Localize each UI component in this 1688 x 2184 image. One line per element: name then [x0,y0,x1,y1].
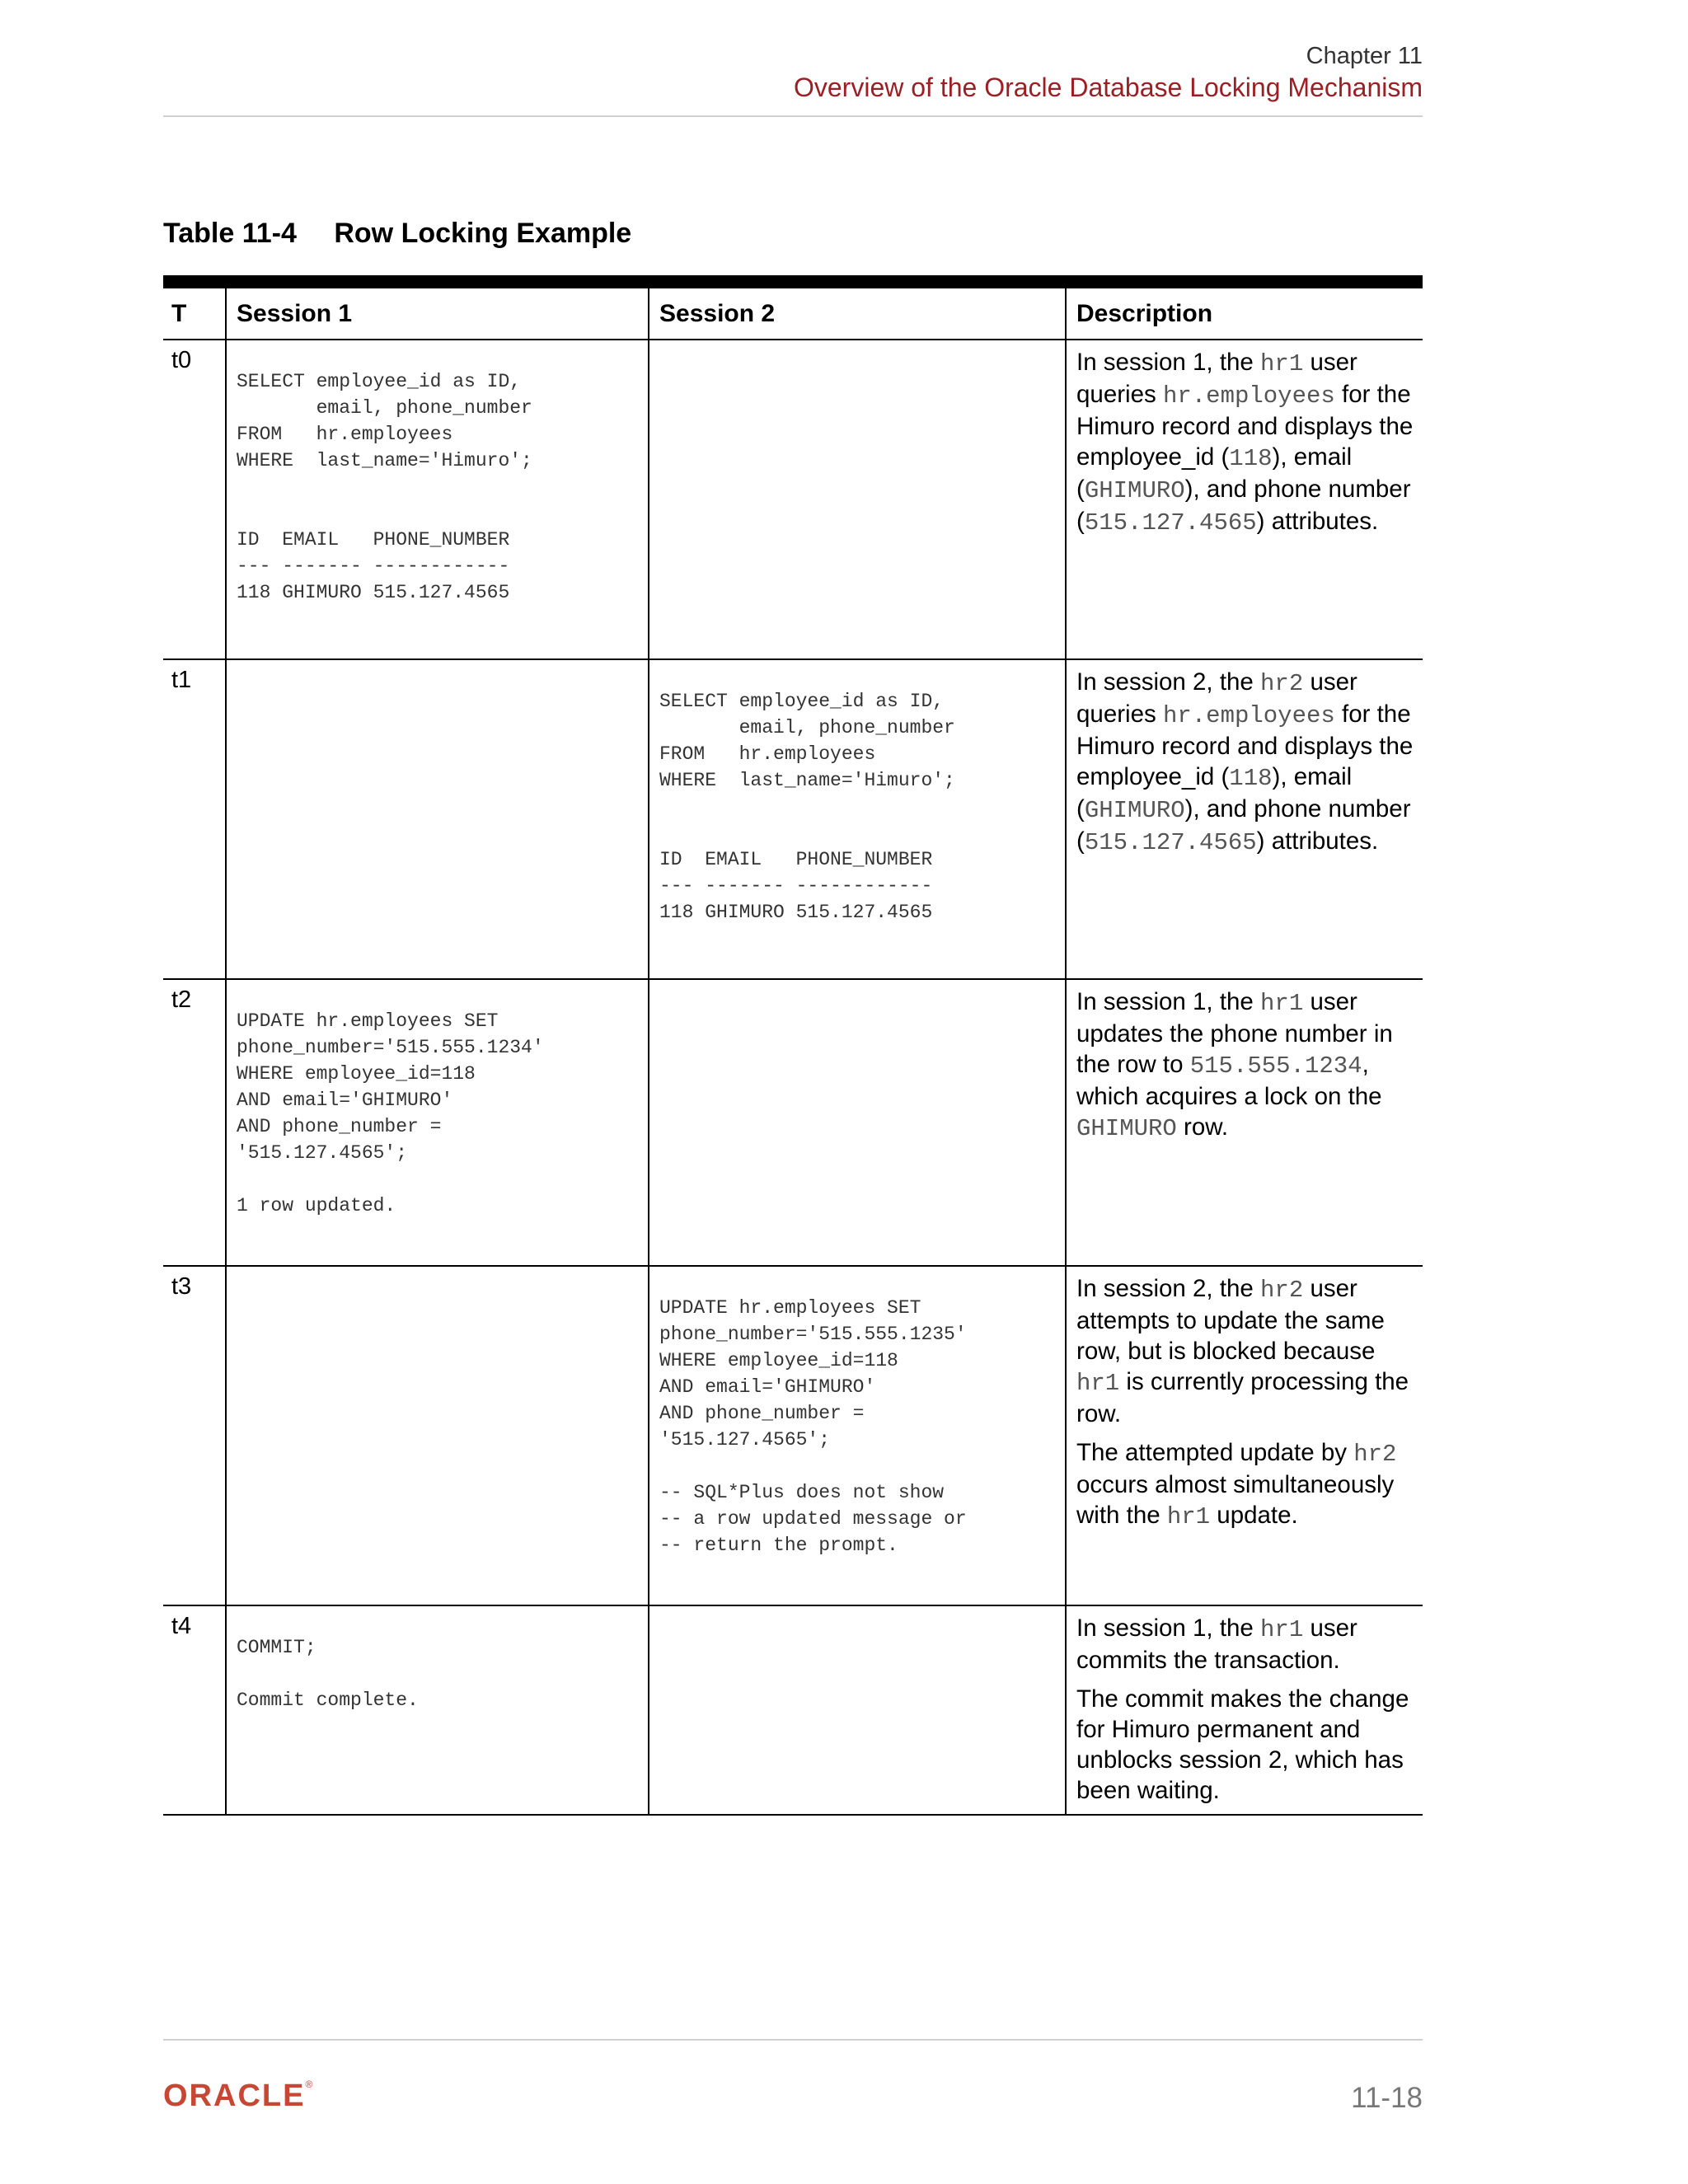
time-cell: t1 [163,659,226,979]
description-text: The commit makes the change for Himuro permanent and unblocks session 2, which has been waiting. [1076,1685,1409,1804]
description-paragraph [1076,347,1414,538]
code-term: hr.employees [1162,702,1335,729]
code-term: hr1 [1166,1503,1211,1530]
description-text: ), email ( [1076,443,1353,503]
session2-cell [649,1605,1066,1815]
code-term: 515.555.1234 [1189,1052,1362,1080]
description-paragraph [1076,1684,1414,1806]
description-paragraph [1076,987,1414,1144]
description-text: ), and phone number ( [1076,476,1411,535]
time-cell: t3 [163,1266,226,1605]
column-header-session1: Session 1 [226,288,649,340]
code-term: hr2 [1353,1441,1397,1468]
description-text: user queries [1076,349,1357,408]
description-text: In session 1, the [1076,988,1261,1015]
code-term: GHIMURO [1084,477,1185,504]
description-text: In session 2, the [1076,1275,1261,1302]
registered-mark: ® [305,2079,315,2090]
session1-cell [226,1266,649,1605]
description-paragraph [1076,667,1414,858]
session1-cell [226,340,649,659]
code-term: 515.127.4565 [1084,509,1257,537]
table-row [163,1605,1423,1815]
description-text: , which acquires a lock on the [1076,1051,1382,1110]
description-text: is currently processing the row. [1076,1368,1409,1427]
code-term: hr2 [1260,670,1304,697]
session2-cell [649,1266,1066,1605]
code-term: 118 [1229,445,1273,472]
code-term: GHIMURO [1084,797,1185,824]
description-text: In session 1, the [1076,349,1261,376]
description-text: update. [1210,1502,1298,1529]
session1-code: UPDATE hr.employees SET phone_number='515.555.1234' WHERE employee_id=118 AND email='GHIMURO' AND phone_number = '515.127.4565'; 1 row updated. [237,1010,544,1216]
oracle-logo [163,2079,314,2114]
description-text: user attempts to update the same row, but is blocked because [1076,1275,1385,1365]
session2-code: UPDATE hr.employees SET phone_number='515.555.1235' WHERE employee_id=118 AND email='GHIMURO' AND phone_number = '515.127.4565'; -- SQL*Plus does not show -- a row updated message or -- return the prompt. [659,1297,967,1556]
footer-divider [163,2039,1423,2041]
description-text: user updates the phone number in the row to [1076,988,1393,1078]
description-text: user queries [1076,668,1357,728]
description-cell [1066,659,1423,979]
session2-cell [649,979,1066,1266]
session1-cell [226,1605,649,1815]
time-cell: t4 [163,1605,226,1815]
description-text: occurs almost simultaneously with the [1076,1471,1395,1529]
description-text: for the Himuro record and displays the employee_id ( [1076,701,1414,790]
column-header-t: T [163,288,226,340]
description-text: ) attributes. [1256,827,1379,855]
code-term: GHIMURO [1076,1115,1177,1142]
description-text: The attempted update by [1076,1439,1354,1466]
logo-text: ORACLE [163,2079,306,2113]
code-term: hr.employees [1162,382,1335,410]
code-term: hr1 [1260,990,1304,1017]
code-term: hr2 [1260,1277,1304,1304]
description-cell [1066,1605,1423,1815]
description-text: ), email ( [1076,763,1353,823]
column-header-session2: Session 2 [649,288,1066,340]
code-term: 515.127.4565 [1084,829,1257,856]
code-term: 118 [1229,765,1273,792]
table-row [163,659,1423,979]
session2-code: SELECT employee_id as ID, email, phone_number FROM hr.employees WHERE last_name='Himuro'; ID EMAIL PHONE_NUMBER --- ------- ------------ 118 GHIMURO 515.127.4565 [659,691,955,923]
chapter-label: Chapter 11 [1306,43,1423,69]
description-text: for the Himuro record and displays the employee_id ( [1076,381,1414,471]
page-number: 11-18 [1351,2082,1423,2114]
description-paragraph [1076,1613,1414,1675]
description-text: ), and phone number ( [1076,795,1411,855]
column-header-description: Description [1066,288,1423,340]
table-row [163,1266,1423,1605]
session1-code: COMMIT; Commit complete. [237,1637,419,1711]
description-text: In session 1, the [1076,1615,1261,1642]
table-row [163,979,1423,1266]
description-paragraph [1076,1437,1414,1532]
table-title: Row Locking Example [334,218,632,249]
description-text: In session 2, the [1076,668,1261,696]
chapter-title: Overview of the Oracle Database Locking Mechanism [793,73,1423,102]
table [163,288,1423,1816]
code-term: hr1 [1260,350,1304,377]
table-header-row [163,288,1423,340]
session1-cell [226,659,649,979]
header-divider [163,115,1423,117]
description-cell [1066,1266,1423,1605]
table-number: Table 11-4 [163,218,297,249]
session2-cell [649,659,1066,979]
session1-cell [226,979,649,1266]
table-row [163,340,1423,659]
description-cell [1066,979,1423,1266]
time-cell: t2 [163,979,226,1266]
time-cell: t0 [163,340,226,659]
description-paragraph [1076,1273,1414,1429]
table-caption [163,218,631,250]
description-text: row. [1176,1113,1229,1141]
code-term: hr1 [1076,1370,1120,1397]
session1-code: SELECT employee_id as ID, email, phone_number FROM hr.employees WHERE last_name='Himuro'; ID EMAIL PHONE_NUMBER --- ------- ------------ 118 GHIMURO 515.127.4565 [237,371,532,603]
row-locking-table [163,275,1423,1816]
session2-cell [649,340,1066,659]
description-cell [1066,340,1423,659]
description-text: ) attributes. [1256,508,1379,535]
description-text: user commits the transaction. [1076,1615,1357,1674]
code-term: hr1 [1260,1616,1304,1643]
